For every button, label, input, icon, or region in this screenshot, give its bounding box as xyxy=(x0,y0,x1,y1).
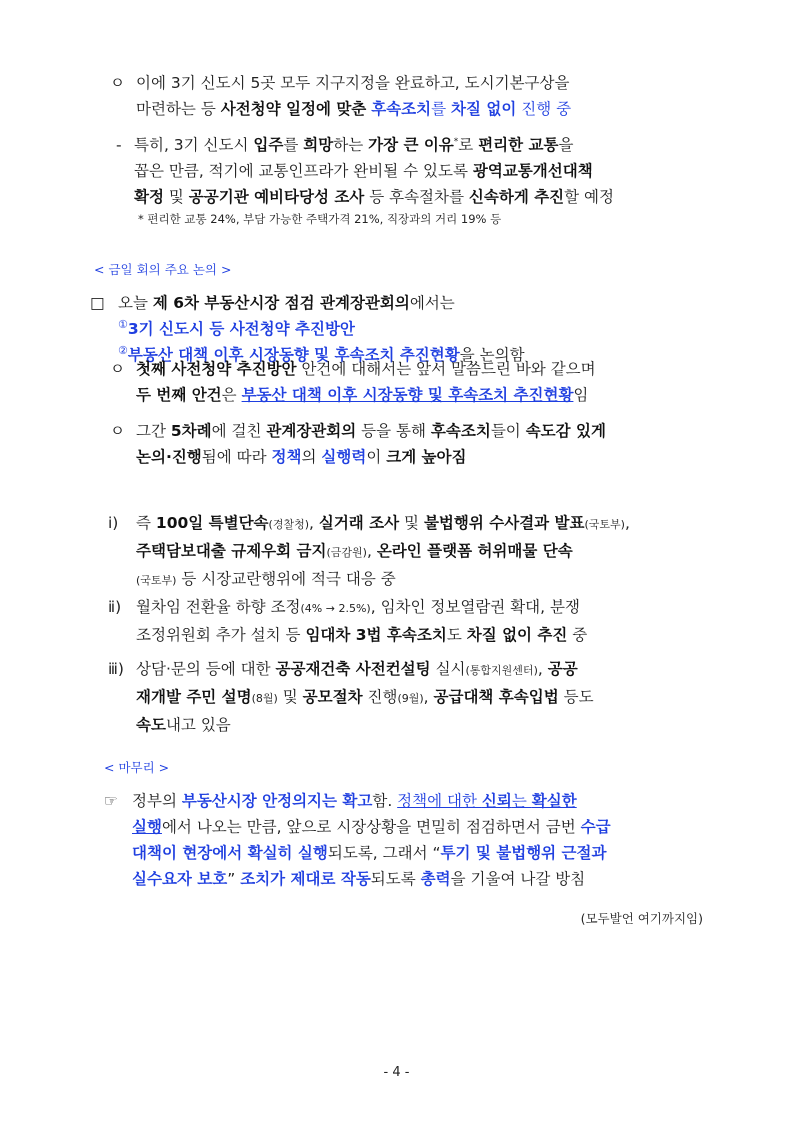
bullet-new-towns xyxy=(110,70,571,122)
text-line: 즉 100일 특별단속(경찰청), 실거래 조사 및 불법행위 수사결과 발표(국토부), xyxy=(136,514,630,532)
item-roman-2 xyxy=(108,594,587,648)
text-line: 논의·진행됨에 따라 정책의 실행력이 크게 높아짐 xyxy=(136,448,467,466)
bullet-agenda xyxy=(110,356,596,408)
section-heading-closing: < 마무리 > xyxy=(104,760,170,775)
text-line: 두 번째 안건은 부동산 대책 이후 시장동향 및 후속조치 추진현황임 xyxy=(136,386,589,404)
text-line: 조정위원회 추가 설치 등 임대차 3법 후속조치도 차질 없이 추진 중 xyxy=(136,626,588,644)
text-line: 확정 및 공공기관 예비타당성 조사 등 후속절차를 신속하게 추진할 예정 xyxy=(134,188,615,206)
pointing-hand-icon: ☞ xyxy=(104,792,118,810)
circle-bullet-icon: ㅇ xyxy=(110,360,125,378)
page-number: - 4 - xyxy=(383,1065,410,1080)
text-line: 실수요자 보호” 조치가 제대로 작동되도록 총력을 기울여 나갈 방침 xyxy=(132,870,586,888)
closing-remark: (모두발언 여기까지임) xyxy=(580,911,703,926)
item-roman-3 xyxy=(108,656,594,738)
bullet-progress xyxy=(110,418,606,470)
item-roman-1 xyxy=(108,510,630,594)
text-line: 월차임 전환율 하향 조정(4% → 2.5%), 임차인 정보열람권 확대, 분쟁 xyxy=(136,598,580,616)
text-line: 이에 3기 신도시 5곳 모두 지구지정을 완료하고, 도시기본구상을 xyxy=(136,74,570,92)
text-line: 재개발 주민 설명(8월) 및 공모절차 진행(9월), 공급대책 후속입법 등도 xyxy=(136,688,594,706)
text-line: 오늘 제 6차 부동산시장 점검 관계장관회의에서는 xyxy=(118,294,455,312)
footnote: * 편리한 교통 24%, 부담 가능한 주택가격 21%, 직장과의 거리 19% 등 xyxy=(138,212,502,226)
text-line: 실행에서 나오는 만큼, 앞으로 시장상황을 면밀히 점검하면서 금번 수급 xyxy=(132,818,611,836)
text-line: 그간 5차례에 걸친 관계장관회의 등을 통해 후속조치들이 속도감 있게 xyxy=(136,422,606,440)
dash-bullet-icon: - xyxy=(116,136,122,154)
agenda-item-2: ②부동산 대책 이후 시장동향 및 후속조치 추진현황을 논의함 xyxy=(118,343,525,364)
section-heading-discussion: < 금일 회의 주요 논의 > xyxy=(94,262,232,277)
roman-marker: ⅲ) xyxy=(108,660,124,678)
text-line: 특히, 3기 신도시 입주를 희망하는 가장 큰 이유*로 편리한 교통을 xyxy=(134,136,574,154)
roman-marker: ⅰ) xyxy=(108,514,119,532)
text-line: 상담·문의 등에 대한 공공재건축 사전컨설팅 실시(통합지원센터), 공공 xyxy=(136,660,578,678)
bullet-closing xyxy=(104,788,611,892)
text-line: 마련하는 등 사전청약 일정에 맞춘 후속조치를 차질 없이 진행 중 xyxy=(136,100,572,118)
text-line: 대책이 현장에서 확실히 실행되도록, 그래서 “투기 및 불법행위 근절과 xyxy=(132,844,607,862)
roman-marker: ⅱ) xyxy=(108,598,122,616)
agenda-item-1: ①3기 신도시 등 사전청약 추진방안 xyxy=(118,317,355,338)
bullet-transport xyxy=(116,132,614,210)
text-line: 꼽은 만큼, 적기에 교통인프라가 완비될 수 있도록 광역교통개선대책 xyxy=(134,162,593,180)
text-line: 속도내고 있음 xyxy=(136,716,231,734)
text-line: (국토부) 등 시장교란행위에 적극 대응 중 xyxy=(136,570,396,588)
text-line: 첫째 사전청약 추진방안 안건에 대해서는 앞서 말씀드린 바와 같으며 xyxy=(136,360,596,378)
text-line: 정부의 부동산시장 안정의지는 확고함. 정책에 대한 신뢰는 확실한 xyxy=(132,792,577,810)
square-bullet-icon: □ xyxy=(90,294,105,312)
circle-bullet-icon: ㅇ xyxy=(110,422,125,440)
text-line: 주택담보대출 규제우회 금지(금감원), 온라인 플랫폼 허위매물 단속 xyxy=(136,542,573,560)
circle-bullet-icon: ㅇ xyxy=(110,74,125,92)
